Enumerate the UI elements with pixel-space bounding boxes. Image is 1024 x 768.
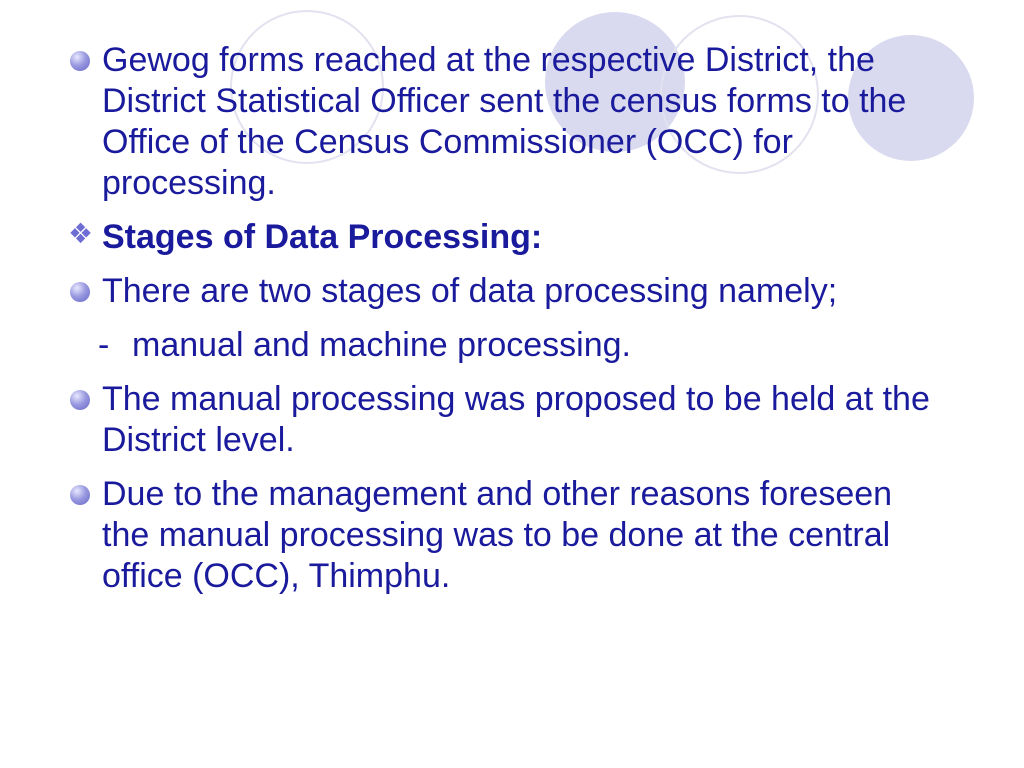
bullet-text: The manual processing was proposed to be held at the District level.	[102, 380, 930, 459]
circle-bullet-icon	[70, 390, 90, 410]
circle-bullet-icon	[70, 485, 90, 505]
bullet-text: Due to the management and other reasons foreseen the manual processing was to be done at the central office (OCC), Thimphu.	[102, 475, 893, 595]
slide-body	[0, 40, 1024, 610]
section-heading	[0, 217, 1024, 258]
circle-bullet-icon	[70, 51, 90, 71]
circle-bullet-icon	[70, 282, 90, 302]
heading-text: Stages of Data Processing:	[102, 218, 543, 256]
sub-item-text: manual and machine processing.	[132, 326, 631, 364]
dash-marker: -	[98, 326, 110, 364]
bullet-item	[0, 40, 1024, 204]
bullet-text: Gewog forms reached at the respective District, the District Statistical Officer sent the census forms to the Office of the Census Commissioner (OCC) for processing.	[102, 41, 907, 202]
diamond-bullet-icon: ❖	[68, 218, 94, 249]
sub-item	[0, 325, 1024, 366]
bullet-text: There are two stages of data processing namely;	[102, 272, 838, 310]
bullet-item	[0, 271, 1024, 312]
bullet-item	[0, 379, 1024, 461]
bullet-item	[0, 474, 1024, 597]
